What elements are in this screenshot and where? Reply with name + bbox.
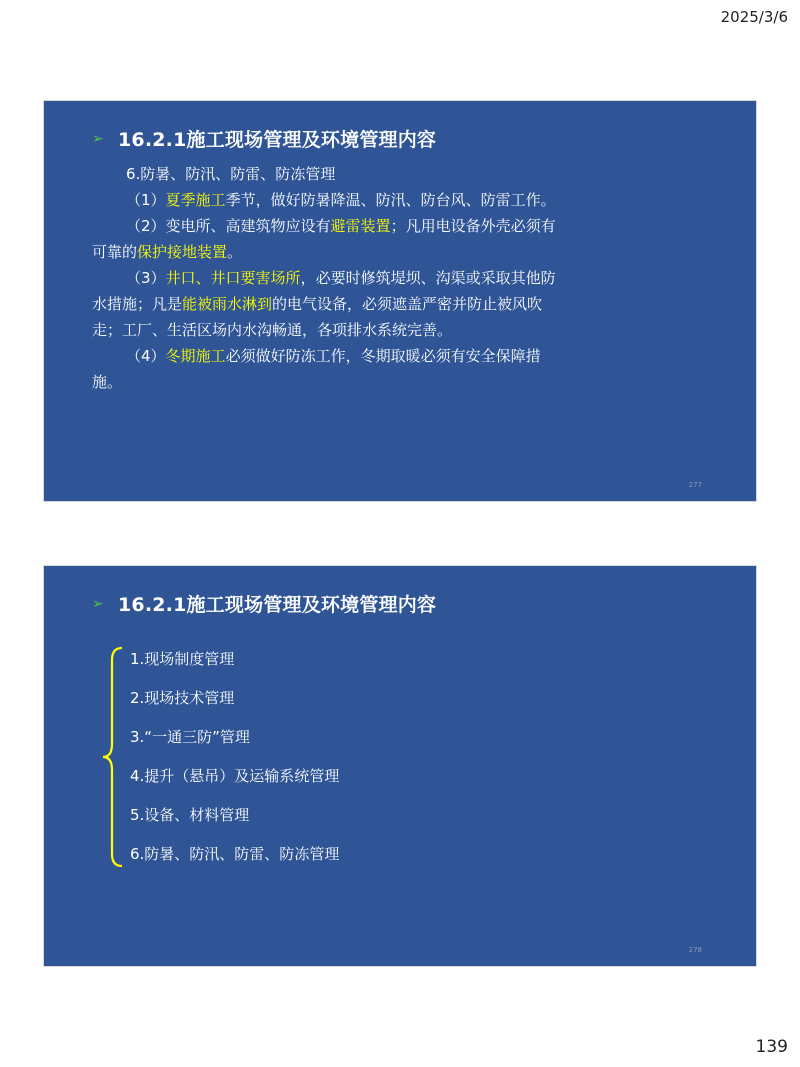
slide-title: 16.2.1施工现场管理及环境管理内容 — [118, 129, 437, 151]
paragraph-text: 必须做好防冻工作，冬期取暖必须有安全保障措施。 — [92, 347, 541, 391]
paragraph-text: 季节，做好防暑降温、防汛、防台风、防雷工作。 — [225, 191, 556, 209]
list-item: 5.设备、材料管理 — [130, 806, 250, 824]
curly-brace-icon — [100, 646, 126, 868]
slide-body — [92, 161, 567, 395]
paragraph-text: ，必要时修筑堤坝、沟渠或采取其他防水措施；凡是 — [92, 269, 556, 313]
paragraph-text: 的电气设备，必须遮盖严密并防止被风吹走；工厂、生活区场内水沟畅通，各项排水系统完善。 — [92, 295, 543, 339]
slide-title-row — [92, 590, 436, 617]
paragraph-text: 。 — [227, 243, 243, 261]
paragraph-4 — [92, 343, 567, 395]
highlight-text: 保护接地装置 — [137, 243, 228, 261]
highlight-text: 冬期施工 — [165, 347, 226, 365]
paragraph-text: （1） — [126, 191, 166, 209]
section-heading: 6.防暑、防汛、防雷、防冻管理 — [126, 165, 336, 183]
paragraph-text: （4） — [126, 347, 166, 365]
list-item: 2.现场技术管理 — [130, 689, 235, 707]
paragraph-text: （2）变电所、高建筑物应设有 — [126, 217, 331, 235]
list-item: 1.现场制度管理 — [130, 650, 235, 668]
paragraph-2 — [92, 213, 567, 265]
slide-title: 16.2.1施工现场管理及环境管理内容 — [118, 594, 437, 616]
slide-number: 277 — [688, 481, 702, 489]
list-item: 3.“一通三防”管理 — [130, 728, 250, 746]
paragraph-text: （3） — [126, 269, 166, 287]
slide-277 — [44, 101, 756, 501]
paragraph-1 — [92, 187, 567, 213]
list-item: 4.提升（悬吊）及运输系统管理 — [130, 767, 340, 785]
management-list — [130, 646, 339, 880]
highlight-text: 夏季施工 — [165, 191, 226, 209]
print-date: 2025/3/6 — [720, 8, 788, 26]
page-number: 139 — [755, 1037, 788, 1057]
arrow-bullet-icon: ➢ — [92, 595, 104, 612]
highlight-text: 避雷装置 — [330, 217, 391, 235]
highlight-text: 能被雨水淋到 — [182, 295, 273, 313]
arrow-bullet-icon: ➢ — [92, 130, 104, 147]
slide-title-row — [92, 125, 436, 152]
slide-number: 278 — [688, 946, 702, 954]
paragraph-3 — [92, 265, 567, 343]
highlight-text: 井口、井口要害场所 — [165, 269, 301, 287]
paragraph-text: ；凡用电设备外壳必须有可靠的 — [92, 217, 556, 261]
slide-278 — [44, 566, 756, 966]
list-item: 6.防暑、防汛、防雷、防冻管理 — [130, 845, 340, 863]
